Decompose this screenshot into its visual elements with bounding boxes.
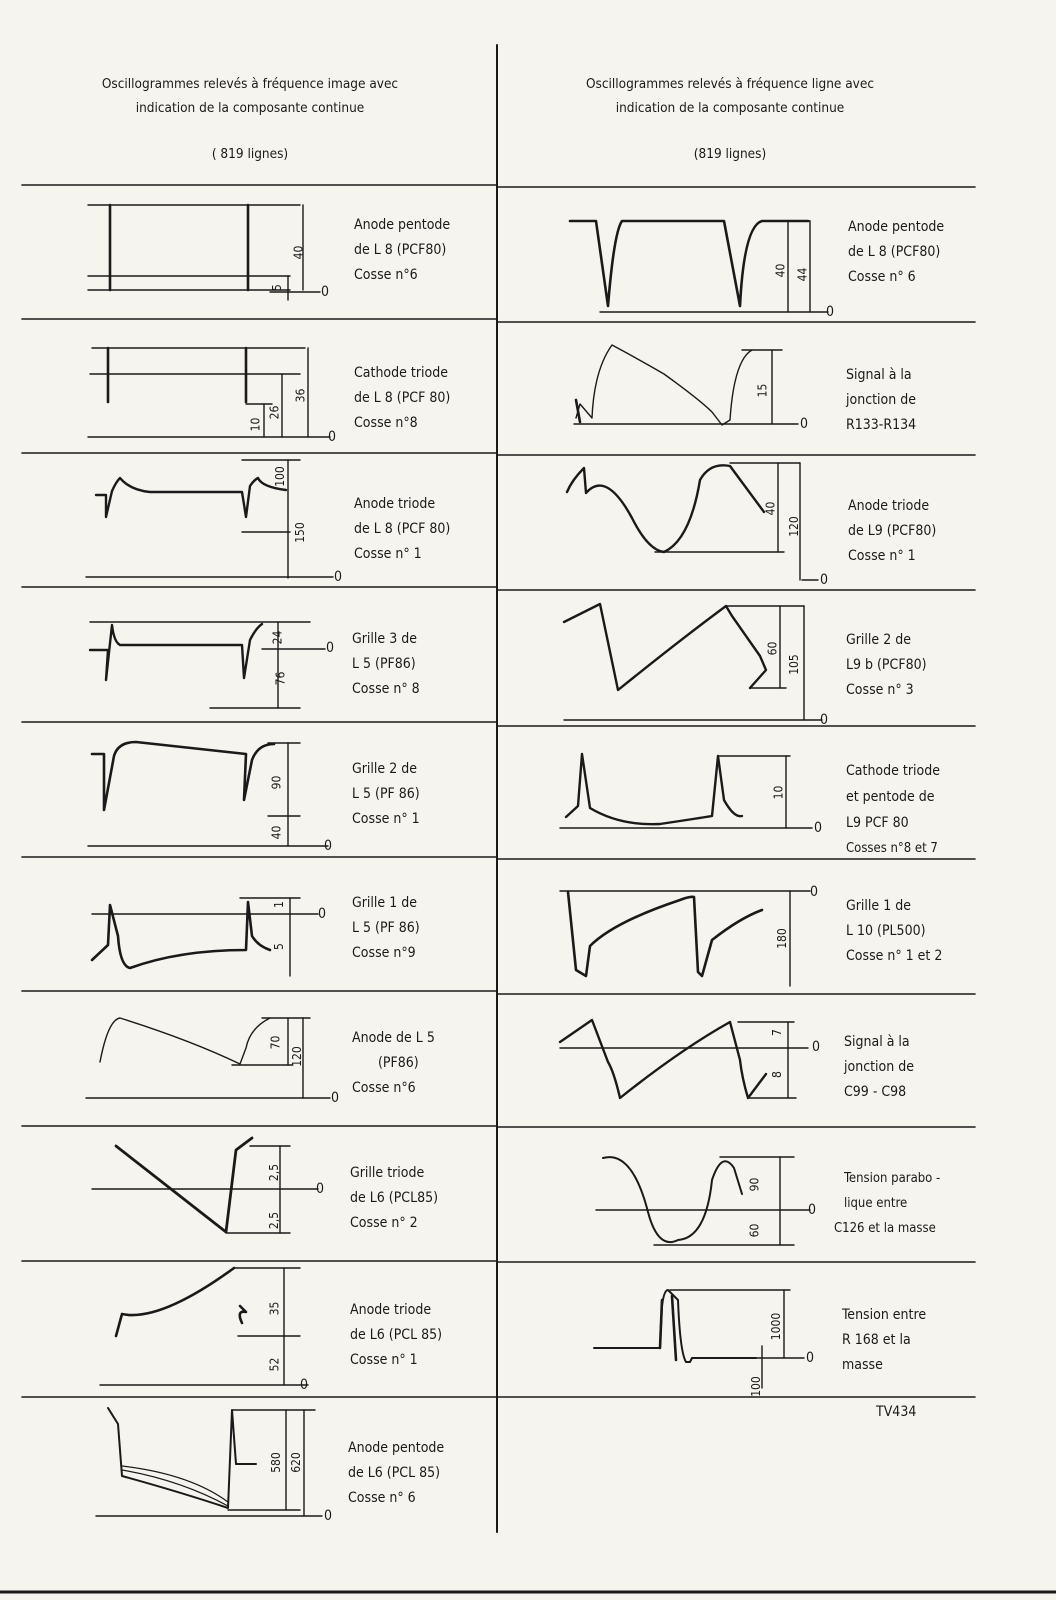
value-label: 180 [774, 928, 789, 949]
value-label: 620 [288, 1452, 303, 1473]
value-label: 105 [786, 654, 801, 675]
value-label: 15 [755, 383, 770, 398]
caption-left-7: Anode de L 5 (PF86) Cosse n°6 [352, 1030, 435, 1096]
value-label: 0 [324, 838, 333, 854]
value-label: 26 [267, 405, 282, 420]
value-label: 0 [808, 1202, 817, 1218]
caption-left-10: Anode pentode de L6 (PCL 85) Cosse n° 6 [348, 1440, 445, 1506]
value-label: 44 [795, 267, 810, 282]
right-header-line1: Oscillogrammes relevés à fréquence ligne avec [585, 76, 875, 92]
value-label: 40 [269, 825, 284, 840]
value-label: 150 [292, 522, 307, 543]
caption-right-2: Signal à la jonction de R133-R134 [846, 367, 917, 433]
caption-right-1: Anode pentode de L 8 (PCF80) Cosse n° 6 [848, 219, 945, 285]
value-label: 40 [763, 501, 778, 516]
caption-left-3: Anode triode de L 8 (PCF 80) Cosse n° 1 [354, 496, 451, 562]
value-label: 1000 [769, 1312, 784, 1341]
caption-right-8: Tension parabo - lique entre C126 et la masse [834, 1171, 941, 1236]
value-label: 24 [270, 630, 285, 645]
caption-left-6: Grille 1 de L 5 (PF 86) Cosse n°9 [352, 895, 420, 961]
value-label: 1 [271, 901, 286, 908]
value-label: 2,5 [267, 1163, 282, 1182]
right-header-line2: indication de la composante continue [615, 100, 845, 116]
value-label: 100 [748, 1376, 763, 1397]
value-label: 0 [324, 1508, 333, 1524]
value-label: 0 [316, 1181, 325, 1197]
value-label: 100 [272, 466, 287, 487]
value-label: 0 [826, 304, 835, 320]
caption-right-5: Cathode triode et pentode de L9 PCF 80 Cosses n°8 et 7 [846, 763, 940, 856]
value-label: 35 [267, 1301, 282, 1316]
right-header-lines: (819 lignes) [693, 146, 767, 162]
left-osc-5 [88, 742, 328, 846]
value-label: 40 [773, 263, 788, 278]
value-label: 0 [331, 1090, 340, 1106]
right-osc-3 [567, 463, 818, 580]
document-code: TV434 [876, 1404, 917, 1420]
value-label: 40 [291, 245, 306, 260]
row-separators [22, 185, 975, 1397]
value-label: 0 [814, 820, 823, 836]
caption-left-1: Anode pentode de L 8 (PCF80) Cosse n°6 [354, 217, 451, 283]
caption-left-4: Grille 3 de L 5 (PF86) Cosse n° 8 [352, 631, 420, 697]
value-label: 90 [747, 1177, 762, 1192]
left-header-lines: ( 819 lignes) [211, 146, 289, 162]
left-osc-6 [92, 898, 318, 976]
value-label: 0 [326, 640, 335, 656]
value-label: 52 [267, 1357, 282, 1372]
value-label: 2,5 [267, 1211, 282, 1230]
caption-right-3: Anode triode de L9 (PCF80) Cosse n° 1 [848, 498, 937, 564]
value-label: 0 [820, 712, 829, 728]
value-label: 120 [786, 516, 801, 537]
value-label: 10 [771, 785, 786, 800]
caption-right-7: Signal à la jonction de C99 - C98 [844, 1034, 914, 1100]
left-header-line1: Oscillogrammes relevés à fréquence image avec [101, 76, 399, 92]
value-label: 0 [321, 284, 330, 300]
right-osc-8 [596, 1157, 810, 1245]
value-label: 7 [769, 1029, 784, 1036]
value-label: 8 [769, 1071, 784, 1078]
value-label: 0 [328, 429, 337, 445]
value-label: 580 [268, 1452, 283, 1473]
value-label: 0 [810, 884, 819, 900]
value-label: 60 [765, 641, 780, 656]
left-header-line2: indication de la composante continue [135, 100, 365, 116]
value-label: 0 [334, 569, 343, 585]
value-label: 76 [273, 671, 288, 686]
caption-right-9: Tension entre R 168 et la masse [842, 1307, 927, 1373]
value-label: 10 [248, 417, 263, 432]
caption-left-5: Grille 2 de L 5 (PF 86) Cosse n° 1 [352, 761, 420, 827]
value-label: 0 [806, 1350, 815, 1366]
value-label: 5 [271, 943, 286, 950]
caption-right-4: Grille 2 de L9 b (PCF80) Cosse n° 3 [846, 632, 927, 698]
value-label: 0 [812, 1039, 821, 1055]
value-label: 5 [269, 284, 284, 291]
caption-right-6: Grille 1 de L 10 (PL500) Cosse n° 1 et 2 [846, 898, 943, 964]
value-label: 0 [800, 416, 809, 432]
caption-left-2: Cathode triode de L 8 (PCF 80) Cosse n°8 [354, 365, 451, 431]
left-osc-3 [86, 460, 333, 578]
value-label: 70 [268, 1035, 283, 1050]
value-label: 120 [289, 1046, 304, 1067]
caption-left-9: Anode triode de L6 (PCL 85) Cosse n° 1 [350, 1302, 443, 1368]
value-label: 90 [269, 775, 284, 790]
value-label: 60 [747, 1223, 762, 1238]
value-label: 0 [318, 906, 327, 922]
value-label: 36 [293, 388, 308, 403]
value-label: 0 [300, 1377, 309, 1393]
caption-left-8: Grille triode de L6 (PCL85) Cosse n° 2 [350, 1165, 439, 1231]
value-label: 0 [820, 572, 829, 588]
